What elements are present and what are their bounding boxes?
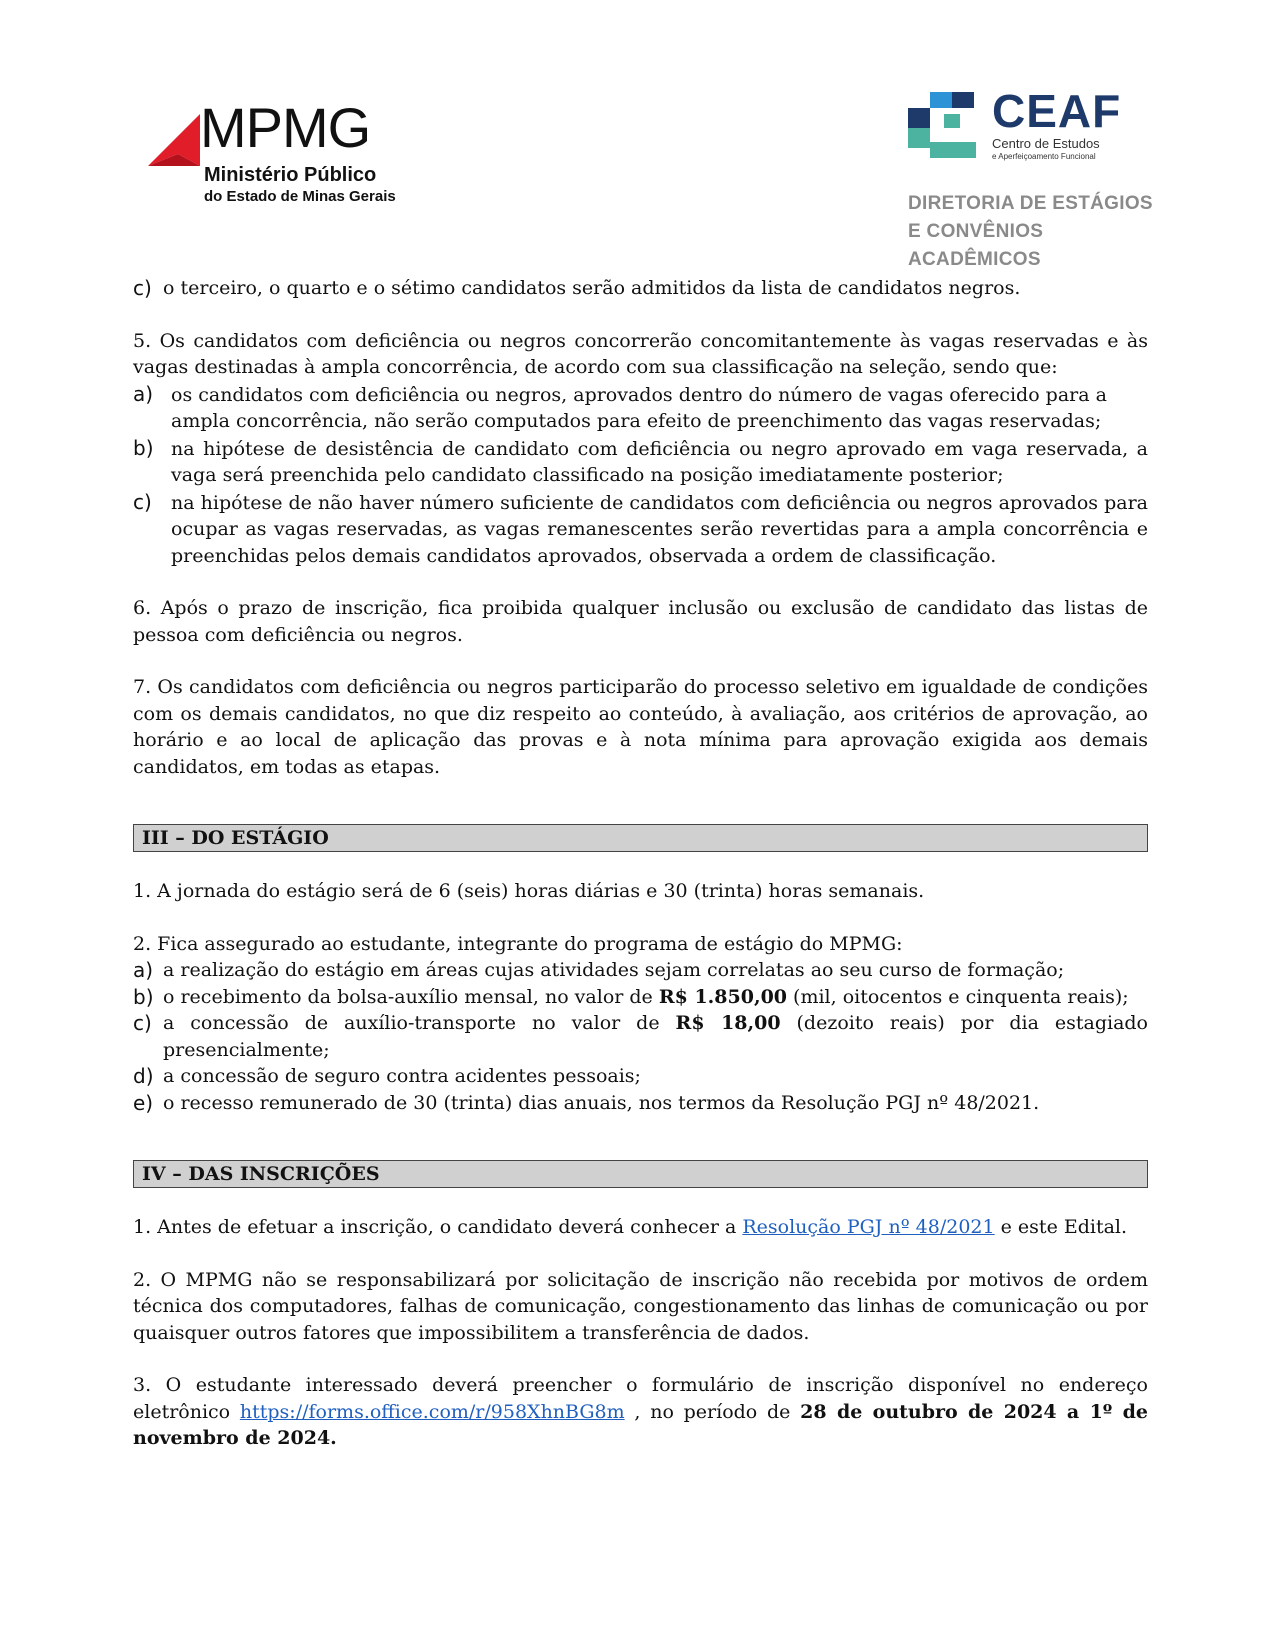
list-marker: b) <box>133 984 154 1009</box>
ceaf-logo <box>908 85 1153 270</box>
list-item <box>133 984 1148 1011</box>
text-run: (mil, oitocentos e cinquenta reais); <box>787 985 1129 1008</box>
mpmg-logo <box>148 96 418 208</box>
inscricoes-paragraph-1 <box>133 1214 1148 1241</box>
list-text <box>163 1010 1148 1063</box>
document-body <box>133 275 1148 1452</box>
list-marker: c) <box>133 489 152 514</box>
ceaf-directorate-line-2: E CONVÊNIOS ACADÊMICOS <box>908 221 1044 270</box>
list-item <box>133 1010 1148 1063</box>
section-heading-inscricoes: IV – DAS INSCRIÇÕES <box>133 1160 1148 1188</box>
text-run: 3. O estudante interessado deverá preencher o formulário de inscrição disponível no endereço eletrônico <box>133 1374 1148 1423</box>
list-marker: e) <box>133 1090 154 1115</box>
mpmg-subtitle-2: do Estado de Minas Gerais <box>204 188 396 205</box>
paragraph-5: 5. Os candidatos com deficiência ou negros concorrerão concomitantemente às vagas reservadas e às vagas destinadas à ampla concorrência, de acordo com sua classificação na seleção, sendo que: <box>133 329 1148 378</box>
inscricoes-paragraph-3 <box>133 1372 1148 1452</box>
list-text <box>163 984 1148 1011</box>
list-marker: a) <box>133 381 154 406</box>
text-run: 1. Antes de efetuar a inscrição, o candidato deverá conhecer a <box>133 1216 743 1238</box>
ceaf-subtitle-1: Centro de Estudos <box>992 136 1100 151</box>
list-item <box>133 275 1148 302</box>
list-text: os candidatos com deficiência ou negros, aprovados dentro do número de vagas oferecido para a ampla concorrência, não serão computados para efeito de preenchimento das vagas reservadas; <box>171 383 1107 432</box>
transporte-value: R$ 18,00 <box>675 1012 781 1034</box>
list-marker: c) <box>133 276 152 300</box>
estagio-paragraph-1: 1. A jornada do estágio será de 6 (seis) horas diárias e 30 (trinta) horas semanais. <box>133 880 925 902</box>
ceaf-wordmark: CEAF <box>992 85 1122 137</box>
inscricoes-paragraph-2: 2. O MPMG não se responsabilizará por solicitação de inscrição não recebida por motivos de ordem técnica dos computadores, falhas de comunicação, congestionamento das linhas de comunicação ou por quaisquer outros fatores que impossibilitem a transferência de dados. <box>133 1268 1148 1344</box>
list-text: na hipótese de não haver número suficiente de candidatos com deficiência ou negros aprovados para ocupar as vagas reservadas, as vagas remanescentes serão revertidas para a ampla concorrência e preenchidas pelos demais candidatos aprovados, observada a ordem de classificação. <box>171 491 1148 567</box>
mpmg-triangle-icon <box>148 114 200 166</box>
list-item <box>133 1090 1148 1117</box>
ceaf-directorate <box>908 190 1168 274</box>
list-marker: a) <box>133 958 154 982</box>
list-item <box>133 435 1148 489</box>
text-run: o recebimento da bolsa-auxílio mensal, no valor de <box>163 985 659 1008</box>
list-item <box>133 957 1148 984</box>
list-text: a realização do estágio em áreas cujas atividades sejam correlatas ao seu curso de formação; <box>163 959 1065 981</box>
section-heading-estagio: III – DO ESTÁGIO <box>133 824 1148 852</box>
text-run: (dezoito reais) por dia estagiado presencialmente; <box>163 1012 1148 1061</box>
text-run: , no período de <box>624 1400 801 1423</box>
resolucao-link[interactable]: Resolução PGJ nº 48/2021 <box>742 1216 995 1238</box>
ceaf-directorate-line-1: DIRETORIA DE ESTÁGIOS <box>908 193 1153 214</box>
inscription-period: 28 de outubro de 2024 a 1º de novembro de 2024. <box>133 1400 1148 1449</box>
bolsa-value: R$ 1.850,00 <box>658 985 788 1008</box>
paragraph-6: 6. Após o prazo de inscrição, fica proibida qualquer inclusão ou exclusão de candidato das listas de pessoa com deficiência ou negros. <box>133 597 1148 646</box>
list-marker: b) <box>133 435 154 460</box>
ceaf-subtitle-2: e Aperfeiçoamento Funcional <box>992 152 1096 161</box>
paragraph-7: 7. Os candidatos com deficiência ou negros participarão do processo seletivo em igualdade de condições com os demais candidatos, no que diz respeito ao conteúdo, à avaliação, aos critérios de aprovação, ao horário e ao local de aplicação das provas e à nota mínima para aprovação exigida aos demais candidatos, em todas as etapas. <box>133 676 1148 778</box>
list-marker: d) <box>133 1064 154 1088</box>
estagio-paragraph-2: 2. Fica assegurado ao estudante, integrante do programa de estágio do MPMG: <box>133 932 903 955</box>
list-text: na hipótese de desistência de candidato com deficiência ou negro aprovado em vaga reservada, a vaga será preenchida pelo candidato classificado na posição imediatamente posterior; <box>171 437 1148 486</box>
list-text: o terceiro, o quarto e o sétimo candidatos serão admitidos da lista de candidatos negros. <box>163 277 1021 299</box>
list-text: a concessão de seguro contra acidentes pessoais; <box>163 1065 641 1087</box>
text-run: e este Edital. <box>994 1216 1128 1238</box>
form-link[interactable]: https://forms.office.com/r/958XhnBG8m <box>239 1400 625 1423</box>
list-item <box>133 1063 1148 1090</box>
list-text: o recesso remunerado de 30 (trinta) dias anuais, nos termos da Resolução PGJ nº 48/2021. <box>163 1091 1040 1114</box>
list-item <box>133 381 1148 435</box>
text-run: a concessão de auxílio-transporte no valor de <box>163 1012 676 1034</box>
ceaf-emblem-icon <box>908 92 988 164</box>
list-marker: c) <box>133 1011 152 1035</box>
mpmg-wordmark: MPMG <box>200 96 371 159</box>
list-item <box>133 489 1148 570</box>
mpmg-subtitle-1: Ministério Público <box>204 164 377 186</box>
